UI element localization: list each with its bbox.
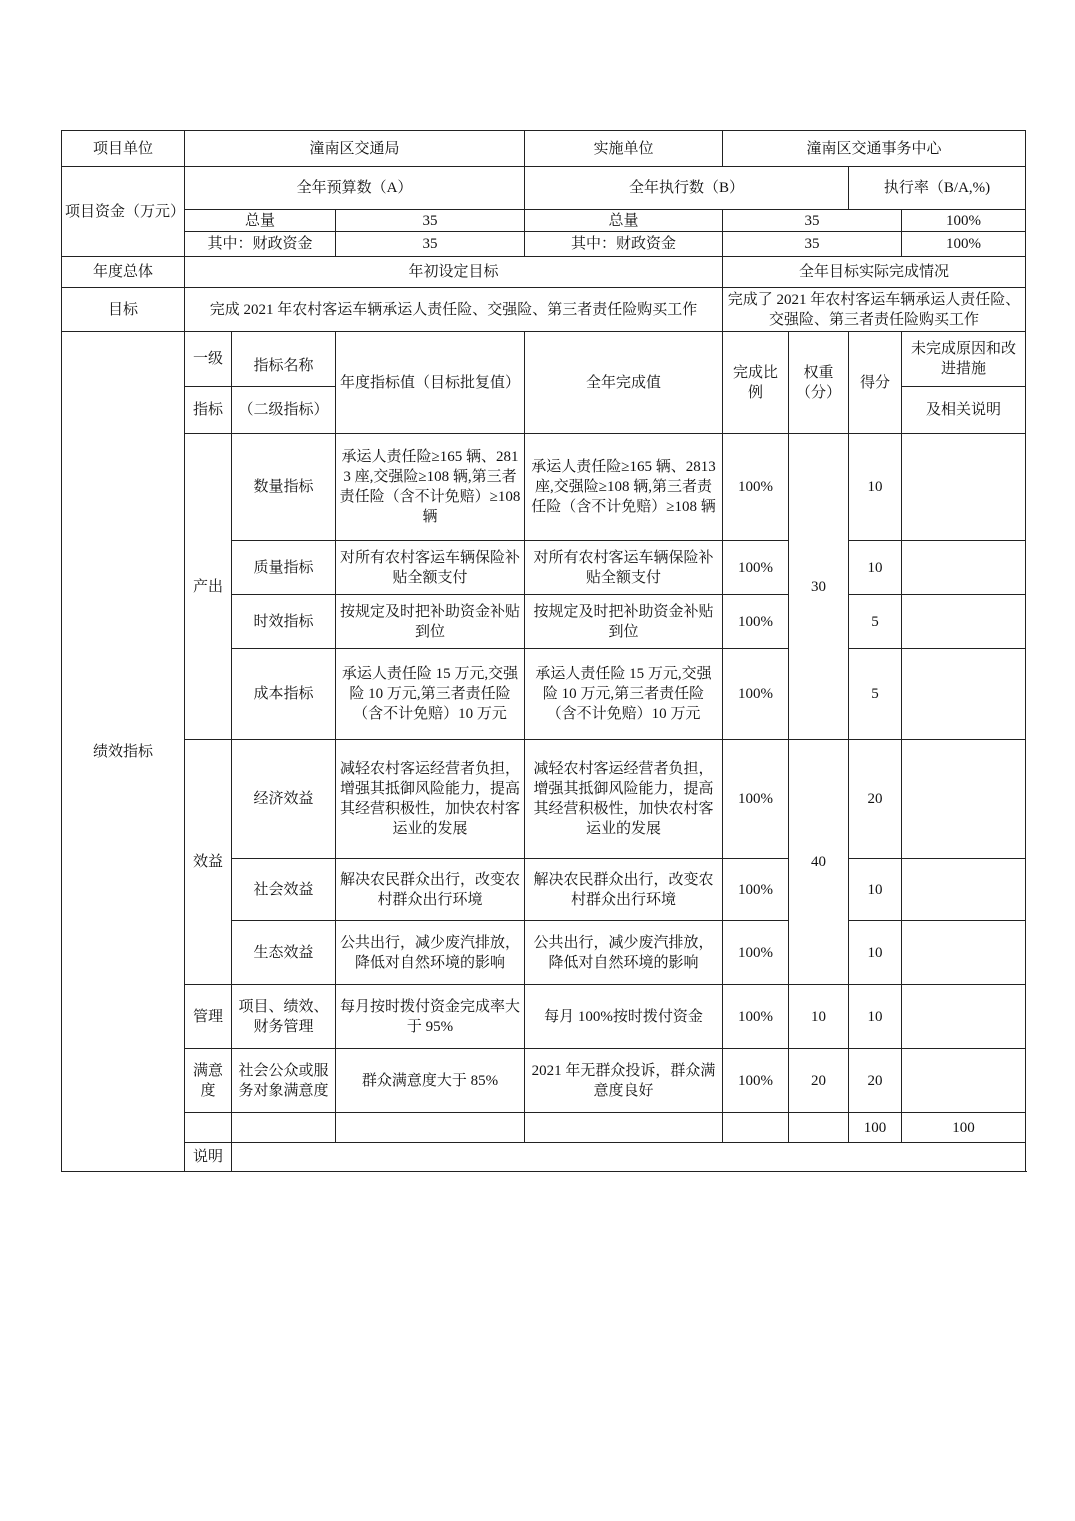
indicator-actual: 按规定及时把补助资金补贴到位 — [525, 595, 723, 649]
fiscal-label-a: 其中：财政资金 — [185, 232, 336, 257]
indicator-actual: 承运人责任险≥165 辆、2813 座,交强险≥108 辆,第三者责任险（含不计免赔）≥108 辆 — [525, 434, 723, 541]
indicator-actual: 承运人责任险 15 万元,交强险 10 万元,第三者责任险（含不计免赔）10 万元 — [525, 649, 723, 740]
indicator-target: 群众满意度大于 85% — [336, 1049, 525, 1113]
indicator-weight: 10 — [789, 985, 849, 1049]
output-label: 产出 — [185, 434, 232, 740]
level1-header-b: 指标 — [185, 387, 232, 434]
indicator-note — [902, 921, 1026, 985]
indicator-ratio: 100% — [723, 541, 789, 595]
indicator-weight: 20 — [789, 1049, 849, 1113]
indicator-target: 解决农民群众出行，改变农村群众出行环境 — [336, 859, 525, 921]
fiscal-a: 35 — [336, 232, 525, 257]
initial-goal-label: 年初设定目标 — [185, 257, 723, 288]
indicator-note — [902, 649, 1026, 740]
total-a: 35 — [336, 210, 525, 232]
indicator-note — [902, 859, 1026, 921]
name-header-b: （二级指标） — [232, 387, 336, 434]
table-row — [62, 1049, 1026, 1113]
initial-goal-value: 完成 2021 年农村客运车辆承运人责任险、交强险、第三者责任险购买工作 — [185, 288, 723, 332]
funds-label: 项目资金（万元） — [62, 167, 185, 257]
indicator-note — [902, 434, 1026, 541]
indicator-target: 按规定及时把补助资金补贴到位 — [336, 595, 525, 649]
satisfaction-label: 满意度 — [185, 1049, 232, 1113]
remark-row — [62, 1143, 1026, 1172]
indicator-actual: 对所有农村客运车辆保险补贴全额支付 — [525, 541, 723, 595]
indicator-note — [902, 1049, 1026, 1113]
indicator-ratio: 100% — [723, 859, 789, 921]
indicator-actual: 每月 100%按时拨付资金 — [525, 985, 723, 1049]
indicator-name: 数量指标 — [232, 434, 336, 541]
indicator-score: 10 — [849, 859, 902, 921]
indicator-name: 生态效益 — [232, 921, 336, 985]
rate-label: 执行率（B/A,%) — [849, 167, 1026, 210]
total-b: 35 — [723, 210, 902, 232]
totals-row — [62, 1113, 1026, 1143]
total-label-b: 总量 — [525, 210, 723, 232]
output-weight: 30 — [789, 434, 849, 740]
indicator-name: 社会效益 — [232, 859, 336, 921]
indicator-name: 社会公众或服务对象满意度 — [232, 1049, 336, 1113]
performance-table — [61, 130, 1026, 1172]
benefit-weight: 40 — [789, 740, 849, 985]
indicator-note — [902, 740, 1026, 859]
indicator-target: 承运人责任险 15 万元,交强险 10 万元,第三者责任险（含不计免赔）10 万元 — [336, 649, 525, 740]
fiscal-label-b: 其中：财政资金 — [525, 232, 723, 257]
exec-label: 全年执行数（B） — [525, 167, 849, 210]
indicator-ratio: 100% — [723, 985, 789, 1049]
indicator-ratio: 100% — [723, 1049, 789, 1113]
indicator-ratio: 100% — [723, 595, 789, 649]
fiscal-rate: 100% — [902, 232, 1026, 257]
actual-goal-label: 全年目标实际完成情况 — [723, 257, 1026, 288]
perf-label: 绩效指标 — [62, 332, 185, 1172]
indicator-score: 20 — [849, 740, 902, 859]
indicator-ratio: 100% — [723, 921, 789, 985]
remark-value — [232, 1143, 1026, 1172]
impl-unit-label: 实施单位 — [525, 131, 723, 167]
indicator-actual: 减轻农村客运经营者负担，增强其抵御风险能力，提高其经营积极性，加快农村客运业的发展 — [525, 740, 723, 859]
indicator-score: 5 — [849, 595, 902, 649]
indicator-target: 承运人责任险≥165 辆、2813 座,交强险≥108 辆,第三者责任险（含不计免赔）≥108 辆 — [336, 434, 525, 541]
indicator-target: 对所有农村客运车辆保险补贴全额支付 — [336, 541, 525, 595]
target-header: 年度指标值（目标批复值） — [336, 332, 525, 434]
benefit-label: 效益 — [185, 740, 232, 985]
indicator-score: 10 — [849, 434, 902, 541]
indicator-score: 10 — [849, 985, 902, 1049]
annual-label-2: 目标 — [62, 288, 185, 332]
indicator-name: 项目、绩效、财务管理 — [232, 985, 336, 1049]
indicator-note — [902, 595, 1026, 649]
indicator-ratio: 100% — [723, 434, 789, 541]
indicator-name: 成本指标 — [232, 649, 336, 740]
indicator-score: 10 — [849, 541, 902, 595]
indicator-note — [902, 541, 1026, 595]
project-unit-value: 潼南区交通局 — [185, 131, 525, 167]
table-row — [62, 740, 1026, 859]
ratio-header: 完成比例 — [723, 332, 789, 434]
indicator-note — [902, 985, 1026, 1049]
total-rate: 100% — [902, 210, 1026, 232]
indicator-actual: 公共出行，减少废汽排放，降低对自然环境的影响 — [525, 921, 723, 985]
level1-header-a: 一级 — [185, 332, 232, 387]
total-score: 100 — [902, 1113, 1026, 1143]
score-header: 得分 — [849, 332, 902, 434]
indicator-target: 公共出行，减少废汽排放，降低对自然环境的影响 — [336, 921, 525, 985]
indicator-score: 10 — [849, 921, 902, 985]
total-label-a: 总量 — [185, 210, 336, 232]
table-row — [62, 434, 1026, 541]
note-header-a: 未完成原因和改进措施 — [902, 332, 1026, 387]
fiscal-b: 35 — [723, 232, 902, 257]
indicator-name: 时效指标 — [232, 595, 336, 649]
indicator-ratio: 100% — [723, 649, 789, 740]
annual-label-1: 年度总体 — [62, 257, 185, 288]
budget-label: 全年预算数（A） — [185, 167, 525, 210]
indicator-score: 5 — [849, 649, 902, 740]
project-unit-label: 项目单位 — [62, 131, 185, 167]
indicator-name: 经济效益 — [232, 740, 336, 859]
name-header-a: 指标名称 — [232, 332, 336, 387]
indicator-score: 20 — [849, 1049, 902, 1113]
indicator-actual: 解决农民群众出行，改变农村群众出行环境 — [525, 859, 723, 921]
indicator-ratio: 100% — [723, 740, 789, 859]
weight-header: 权重（分） — [789, 332, 849, 434]
actual-goal-value: 完成了 2021 年农村客运车辆承运人责任险、交强险、第三者责任险购买工作 — [723, 288, 1026, 332]
indicator-actual: 2021 年无群众投诉，群众满意度良好 — [525, 1049, 723, 1113]
mgmt-label: 管理 — [185, 985, 232, 1049]
table-row — [62, 985, 1026, 1049]
actual-header: 全年完成值 — [525, 332, 723, 434]
indicator-target: 每月按时拨付资金完成率大于 95% — [336, 985, 525, 1049]
remark-label: 说明 — [185, 1143, 232, 1172]
impl-unit-value: 潼南区交通事务中心 — [723, 131, 1026, 167]
indicator-target: 减轻农村客运经营者负担，增强其抵御风险能力，提高其经营积极性，加快农村客运业的发展 — [336, 740, 525, 859]
indicator-name: 质量指标 — [232, 541, 336, 595]
total-weight: 100 — [849, 1113, 902, 1143]
note-header-b: 及相关说明 — [902, 387, 1026, 434]
